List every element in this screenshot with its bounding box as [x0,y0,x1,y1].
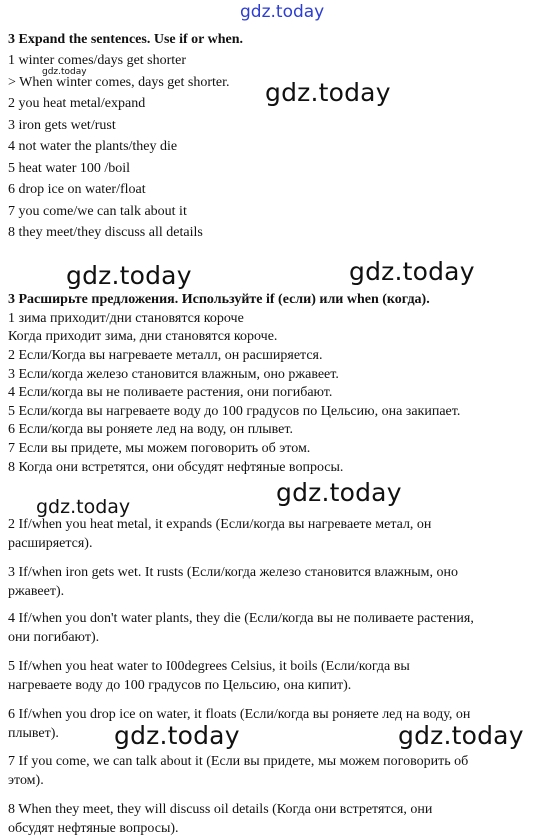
russian-item: Когда приходит зима, дни становятся короче. [8,329,278,344]
english-item: > When winter comes, days get shorter. [8,75,230,90]
watermark-top: gdz.today [240,2,325,22]
russian-item: 8 Когда они встретятся, они обсудят нефтяные вопросы. [8,460,344,475]
answer-line: плывет). [8,726,59,741]
answer-line: ржавеет). [8,584,65,599]
russian-item: 3 Если/когда железо становится влажным, оно ржавеет. [8,367,339,382]
watermark-big: gdz.today [349,257,475,286]
watermark-medium: gdz.today [36,496,131,518]
watermark-small: gdz.today [42,67,87,77]
english-heading: 3 Expand the sentences. Use if or when. [8,32,244,47]
answer-line: они погибают). [8,630,100,645]
answer-line: нагреваете воду до 100 градусов по Цельсию, она кипит). [8,678,352,693]
russian-item: 4 Если/когда вы не поливаете растения, они погибают. [8,385,333,400]
answer-line: 5 If/when you heat water to I00degrees Celsius, it boils (Если/когда вы [8,659,410,674]
russian-item: 5 Если/когда вы нагреваете воду до 100 градусов по Цельсию, она закипает. [8,404,461,419]
russian-item: 6 Если/когда вы роняете лед на воду, он плывет. [8,422,293,437]
english-item: 2 you heat metal/expand [8,96,146,111]
answer-line: расширяется). [8,536,93,551]
english-item: 5 heat water 100 /boil [8,161,131,176]
english-item: 4 not water the plants/they die [8,139,178,154]
answer-line: 2 If/when you heat metal, it expands (Если/когда вы нагреваете метал, он [8,517,432,532]
answer-line: 7 If you come, we can talk about it (Если вы придете, мы можем поговорить об [8,754,469,769]
answer-line: 6 If/when you drop ice on water, it floats (Если/когда вы роняете лед на воду, он [8,707,471,722]
answer-line: 8 When they meet, they will discuss oil details (Когда они встретятся, они [8,802,433,817]
russian-item: 2 Если/Когда вы нагреваете металл, он расширяется. [8,348,323,363]
english-item: 8 they meet/they discuss all details [8,225,203,240]
english-item: 7 you come/we can talk about it [8,204,187,219]
russian-heading: 3 Расширьте предложения. Используйте if (если) или when (когда). [8,292,430,307]
russian-item: 7 Если вы придете, мы можем поговорить об этом. [8,441,311,456]
english-item: 1 winter comes/days get shorter [8,53,187,68]
watermark-big: gdz.today [398,721,524,750]
watermark-big: gdz.today [114,721,240,750]
english-item: 3 iron gets wet/rust [8,118,116,133]
watermark-big: gdz.today [265,78,391,107]
answer-line: 3 If/when iron gets wet. It rusts (Если/когда железо становится влажным, оно [8,565,458,580]
watermark-big: gdz.today [276,478,402,507]
answer-line: обсудят нефтяные вопросы). [8,821,179,836]
english-item: 6 drop ice on water/float [8,182,146,197]
answer-line: этом). [8,773,44,788]
answer-line: 4 If/when you don't water plants, they die (Если/когда вы не поливаете растения, [8,611,474,626]
russian-item: 1 зима приходит/дни становятся короче [8,311,244,326]
watermark-big: gdz.today [66,261,192,290]
